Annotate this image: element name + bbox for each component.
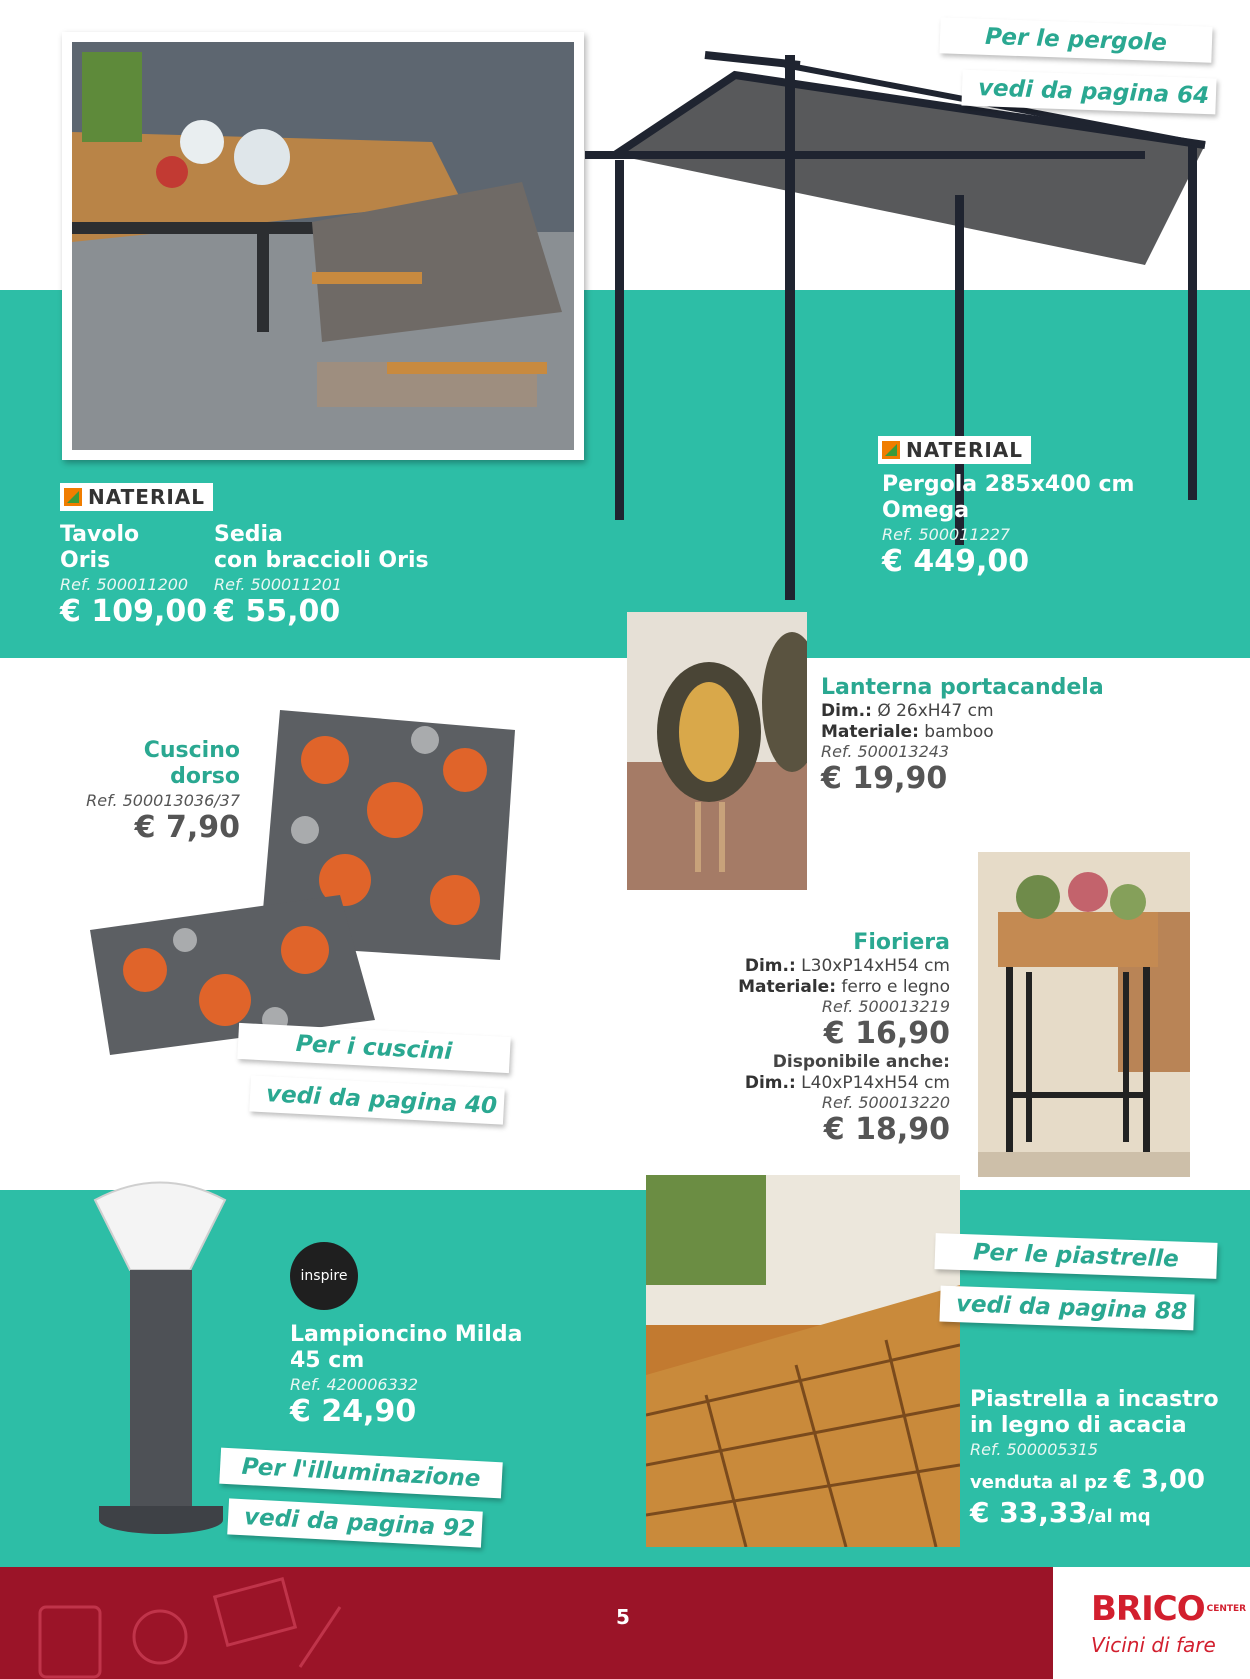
naterial-icon (64, 488, 82, 506)
piastrella-sqm-unit: /al mq (1087, 1506, 1151, 1528)
lampioncino-name-1: Lampioncino Milda (290, 1322, 523, 1347)
pergola-name-1: Pergola 285x400 cm (882, 472, 1135, 497)
tavolo-name-2: Oris (60, 548, 111, 574)
inspire-label: inspire (300, 1268, 348, 1284)
product-pergola (882, 472, 1134, 580)
fioriera-also: Disponibile anche: (772, 1052, 950, 1073)
product-tavolo (60, 522, 207, 630)
piastrella-sqm (970, 1496, 1219, 1530)
brico-logo-text: BRICO (1091, 1589, 1205, 1629)
piastrella-photo (646, 1175, 960, 1547)
product-sedia (214, 522, 429, 630)
lanterna-photo (627, 612, 807, 890)
product-lanterna (821, 675, 1104, 797)
sedia-name-2: con braccioli Oris (214, 548, 429, 574)
fioriera-photo (978, 852, 1190, 1177)
naterial-logo-right (878, 436, 1031, 464)
product-piastrella (970, 1387, 1219, 1530)
piastrella-unit-label: venduta al pz (970, 1471, 1108, 1493)
inspire-logo (290, 1242, 358, 1310)
tavolo-ref: Ref. 500011200 (60, 574, 189, 594)
lanterna-price: € 19,90 (821, 761, 948, 797)
sticker-illuminazione-title: Per l'illuminazione (219, 1448, 502, 1499)
cuscino-name-1: Cuscino (143, 738, 240, 763)
fioriera-ref: Ref. 500013219 (821, 997, 950, 1017)
lanterna-name: Lanterna portacandela (821, 675, 1104, 700)
fioriera-dim2-label: Dim.: (744, 1072, 796, 1093)
fioriera-name: Fioriera (853, 930, 950, 955)
fioriera-price: € 16,90 (823, 1016, 950, 1052)
sedia-price: € 55,00 (214, 593, 341, 629)
pergola-name-2: Omega (882, 498, 970, 524)
piastrella-unit (970, 1465, 1219, 1496)
fioriera-material (690, 977, 950, 997)
tools-pattern-icon (0, 1567, 360, 1679)
piastrella-unit-price: € 3,00 (1113, 1464, 1205, 1495)
fioriera-mat-label: Materiale: (738, 976, 837, 997)
product-fioriera (690, 930, 950, 1148)
piastrella-sqm-price: € 33,33 (970, 1496, 1088, 1530)
lanterna-material (821, 722, 1104, 742)
tavolo-name-1: Tavolo (60, 522, 140, 547)
table-chair-photo (62, 32, 584, 460)
lanterna-mat-label: Materiale: (821, 721, 919, 742)
tavolo-price: € 109,00 (60, 593, 208, 629)
fioriera-dim-2 (690, 1073, 950, 1093)
sedia-ref: Ref. 500011201 (214, 574, 343, 594)
naterial-label: NATERIAL (906, 438, 1024, 462)
lanterna-mat-value: bamboo (924, 721, 994, 742)
brico-logo-small: CENTER (1206, 1604, 1247, 1614)
naterial-label: NATERIAL (88, 485, 206, 509)
page-number: 5 (616, 1605, 630, 1629)
naterial-logo-left (60, 483, 213, 511)
piastrella-ref: Ref. 500005315 (970, 1439, 1099, 1459)
pergola-ref: Ref. 500011227 (882, 524, 1011, 544)
sticker-illuminazione-page[interactable]: vedi da pagina 92 (227, 1498, 483, 1547)
fioriera-price-2: € 18,90 (823, 1112, 950, 1148)
pergola-price: € 449,00 (882, 543, 1030, 579)
cuscino-ref: Ref. 500013036/37 (86, 790, 240, 810)
lanterna-dim-label: Dim.: (821, 701, 872, 722)
fioriera-mat-value: ferro e legno (841, 976, 950, 997)
lampioncino-price: € 24,90 (290, 1393, 417, 1429)
sedia-name-1: Sedia (214, 522, 283, 547)
lampioncino-ref: Ref. 420006332 (290, 1374, 419, 1394)
lanterna-dim (821, 701, 1104, 721)
lampioncino-name-2: 45 cm (290, 1348, 365, 1374)
fioriera-dim-label: Dim.: (744, 956, 796, 977)
sticker-piastrelle-title: Per le piastrelle (934, 1233, 1217, 1279)
piastrella-name-1: Piastrella a incastro (970, 1387, 1219, 1412)
fioriera-dim-value: L30xP14xH54 cm (801, 956, 950, 977)
cuscino-price: € 7,90 (134, 809, 240, 845)
fioriera-ref-2: Ref. 500013220 (821, 1093, 950, 1113)
naterial-icon (882, 441, 900, 459)
sticker-cuscini-page[interactable]: vedi da pagina 40 (249, 1075, 505, 1124)
product-lampioncino (290, 1322, 522, 1430)
lanterna-ref: Ref. 500013243 (821, 742, 950, 762)
fioriera-dim (690, 956, 950, 976)
sticker-pergole-page[interactable]: vedi da pagina 64 (961, 70, 1216, 115)
sticker-piastrelle-page[interactable]: vedi da pagina 88 (939, 1286, 1194, 1331)
brico-center-logo[interactable] (1053, 1567, 1250, 1679)
cuscino-name-2: dorso (170, 764, 240, 790)
brico-tagline: Vicini di fare (1091, 1633, 1216, 1657)
sticker-cuscini-title: Per i cuscini (237, 1023, 511, 1073)
cushions-image (85, 700, 525, 1080)
fioriera-dim2-value: L40xP14xH54 cm (801, 1072, 950, 1093)
lanterna-dim-value: Ø 26xH47 cm (877, 701, 994, 722)
sticker-pergole-title: Per le pergole (939, 17, 1212, 62)
piastrella-name-2: in legno di acacia (970, 1413, 1187, 1439)
lampioncino-image (90, 1170, 240, 1545)
